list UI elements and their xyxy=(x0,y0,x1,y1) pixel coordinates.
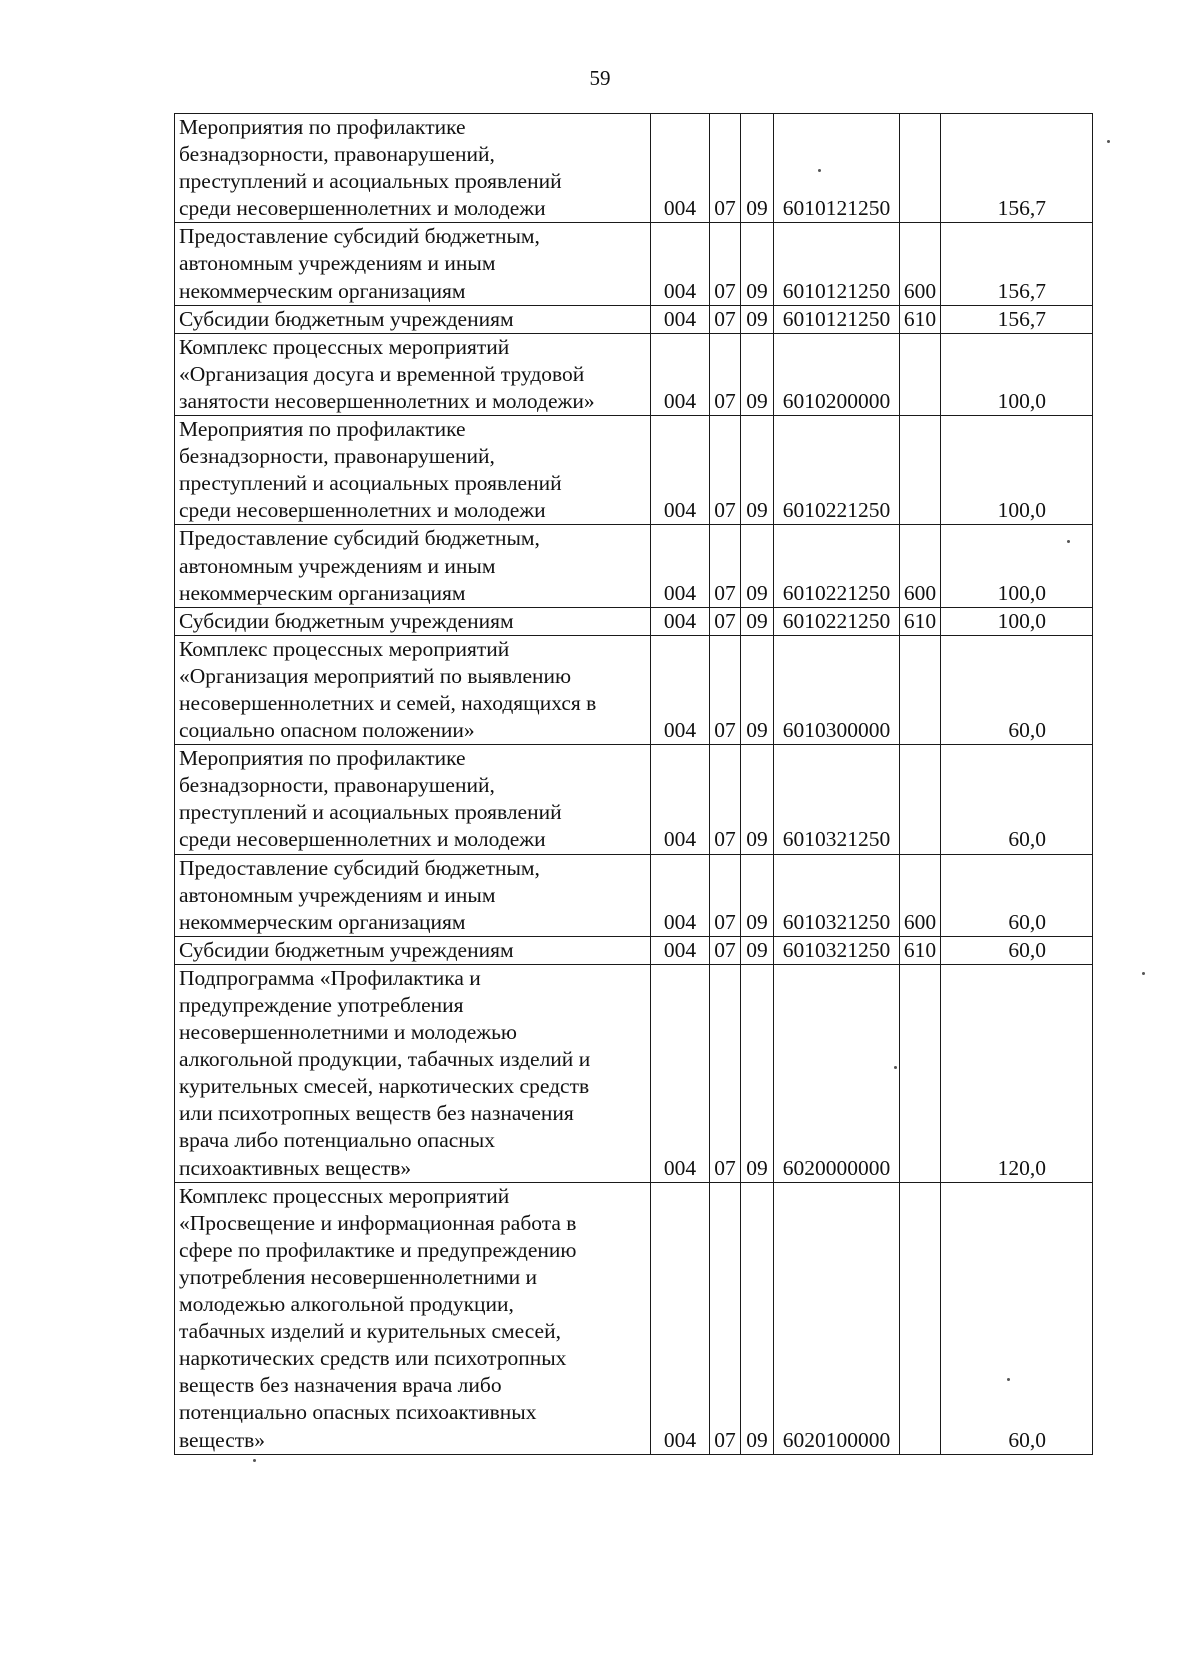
expense-type-cell: 610 xyxy=(900,305,941,333)
scan-speck xyxy=(1067,540,1070,543)
expense-type-cell: 600 xyxy=(900,854,941,936)
row-name-line: преступлений и асоциальных проявлений xyxy=(179,471,562,496)
grbs-code-cell: 004 xyxy=(651,114,710,223)
row-name-line: некоммерческим организациям xyxy=(179,278,466,303)
subsection-code-cell: 09 xyxy=(741,416,774,525)
row-name-cell xyxy=(175,223,651,305)
subsection-code-cell: 09 xyxy=(741,936,774,964)
table-row xyxy=(175,964,1093,1182)
subsection-code-cell: 09 xyxy=(741,223,774,305)
grbs-code-cell: 004 xyxy=(651,223,710,305)
expense-type-cell: 610 xyxy=(900,607,941,635)
amount-cell: 60,0 xyxy=(941,745,1093,854)
row-name-line: Подпрограмма «Профилактика и xyxy=(179,965,481,990)
row-name-line: некоммерческим организациям xyxy=(179,909,466,934)
amount-cell: 60,0 xyxy=(941,936,1093,964)
target-article-cell: 6010121250 xyxy=(774,223,900,305)
target-article-cell: 6010221250 xyxy=(774,607,900,635)
target-article-cell: 6010121250 xyxy=(774,114,900,223)
row-name-line: врача либо потенциально опасных xyxy=(179,1128,495,1153)
target-article-cell: 6010221250 xyxy=(774,525,900,607)
row-name-cell xyxy=(175,525,651,607)
table-row xyxy=(175,333,1093,415)
row-name-line: Субсидии бюджетным учреждениям xyxy=(179,608,514,633)
grbs-code-cell: 004 xyxy=(651,333,710,415)
row-name-line: Комплекс процессных мероприятий xyxy=(179,636,510,661)
row-name-line: преступлений и асоциальных проявлений xyxy=(179,169,562,194)
row-name-line: Субсидии бюджетным учреждениям xyxy=(179,306,514,331)
row-name-cell xyxy=(175,964,651,1182)
section-code-cell: 07 xyxy=(710,1182,741,1454)
subsection-code-cell: 09 xyxy=(741,635,774,744)
target-article-cell: 6010121250 xyxy=(774,305,900,333)
row-name-line: курительных смесей, наркотических средств xyxy=(179,1074,590,1099)
section-code-cell: 07 xyxy=(710,114,741,223)
row-name-cell xyxy=(175,114,651,223)
row-name-line: молодежью алкогольной продукции, xyxy=(179,1292,514,1317)
row-name-line: психоактивных веществ» xyxy=(179,1155,412,1180)
expense-type-cell: 610 xyxy=(900,936,941,964)
row-name-line: среди несовершеннолетних и молодежи xyxy=(179,196,546,221)
target-article-cell: 6020000000 xyxy=(774,964,900,1182)
row-name-line: Комплекс процессных мероприятий xyxy=(179,1183,510,1208)
subsection-code-cell: 09 xyxy=(741,964,774,1182)
amount-cell: 156,7 xyxy=(941,223,1093,305)
page-number: 59 xyxy=(589,66,611,90)
row-name-cell xyxy=(175,635,651,744)
grbs-code-cell: 004 xyxy=(651,936,710,964)
grbs-code-cell: 004 xyxy=(651,1182,710,1454)
row-name-line: употребления несовершеннолетними и xyxy=(179,1264,538,1289)
row-name-line: безнадзорности, правонарушений, xyxy=(179,142,495,167)
amount-cell: 100,0 xyxy=(941,333,1093,415)
table-row xyxy=(175,416,1093,525)
section-code-cell: 07 xyxy=(710,525,741,607)
section-code-cell: 07 xyxy=(710,635,741,744)
row-name-line: преступлений и асоциальных проявлений xyxy=(179,800,562,825)
row-name-line: безнадзорности, правонарушений, xyxy=(179,773,495,798)
row-name-line: или психотропных веществ без назначения xyxy=(179,1101,574,1126)
target-article-cell: 6010300000 xyxy=(774,635,900,744)
grbs-code-cell: 004 xyxy=(651,745,710,854)
expense-type-cell: 600 xyxy=(900,223,941,305)
section-code-cell: 07 xyxy=(710,223,741,305)
row-name-line: безнадзорности, правонарушений, xyxy=(179,444,495,469)
row-name-line: автономным учреждениям и иным xyxy=(179,251,496,276)
row-name-line: автономным учреждениям и иным xyxy=(179,553,496,578)
row-name-cell xyxy=(175,305,651,333)
expense-type-cell xyxy=(900,416,941,525)
subsection-code-cell: 09 xyxy=(741,1182,774,1454)
grbs-code-cell: 004 xyxy=(651,635,710,744)
row-name-line: Субсидии бюджетным учреждениям xyxy=(179,937,514,962)
table-row xyxy=(175,305,1093,333)
table-row xyxy=(175,223,1093,305)
row-name-line: автономным учреждениям и иным xyxy=(179,882,496,907)
row-name-cell xyxy=(175,1182,651,1454)
row-name-line: веществ» xyxy=(179,1427,266,1452)
row-name-line: Предоставление субсидий бюджетным, xyxy=(179,224,540,249)
subsection-code-cell: 09 xyxy=(741,607,774,635)
subsection-code-cell: 09 xyxy=(741,305,774,333)
grbs-code-cell: 004 xyxy=(651,854,710,936)
table-row xyxy=(175,607,1093,635)
row-name-line: алкогольной продукции, табачных изделий и xyxy=(179,1047,591,1072)
section-code-cell: 07 xyxy=(710,936,741,964)
row-name-line: потенциально опасных психоактивных xyxy=(179,1400,537,1425)
target-article-cell: 6010321250 xyxy=(774,745,900,854)
section-code-cell: 07 xyxy=(710,854,741,936)
amount-cell: 60,0 xyxy=(941,854,1093,936)
target-article-cell: 6010221250 xyxy=(774,416,900,525)
row-name-cell xyxy=(175,333,651,415)
row-name-line: Предоставление субсидий бюджетным, xyxy=(179,526,540,551)
expense-type-cell xyxy=(900,1182,941,1454)
subsection-code-cell: 09 xyxy=(741,854,774,936)
row-name-line: Комплекс процессных мероприятий xyxy=(179,334,510,359)
row-name-line: Мероприятия по профилактике xyxy=(179,417,466,442)
row-name-line: сфере по профилактике и предупреждению xyxy=(179,1237,577,1262)
row-name-cell xyxy=(175,416,651,525)
row-name-cell xyxy=(175,607,651,635)
row-name-line: несовершеннолетними и молодежью xyxy=(179,1020,517,1045)
grbs-code-cell: 004 xyxy=(651,964,710,1182)
row-name-cell xyxy=(175,854,651,936)
scan-speck xyxy=(818,169,821,172)
grbs-code-cell: 004 xyxy=(651,525,710,607)
subsection-code-cell: 09 xyxy=(741,525,774,607)
section-code-cell: 07 xyxy=(710,964,741,1182)
scan-speck xyxy=(1142,972,1145,975)
row-name-line: Мероприятия по профилактике xyxy=(179,746,466,771)
budget-table xyxy=(174,113,1093,1455)
amount-cell: 120,0 xyxy=(941,964,1093,1182)
grbs-code-cell: 004 xyxy=(651,305,710,333)
subsection-code-cell: 09 xyxy=(741,745,774,854)
target-article-cell: 6010321250 xyxy=(774,854,900,936)
scan-speck xyxy=(894,1066,897,1069)
row-name-line: социально опасном положении» xyxy=(179,718,475,743)
table-row xyxy=(175,635,1093,744)
row-name-cell xyxy=(175,745,651,854)
row-name-cell xyxy=(175,936,651,964)
expense-type-cell xyxy=(900,964,941,1182)
expense-type-cell xyxy=(900,745,941,854)
amount-cell: 156,7 xyxy=(941,114,1093,223)
scan-speck xyxy=(1007,1378,1010,1381)
row-name-line: «Просвещение и информационная работа в xyxy=(179,1210,577,1235)
amount-cell: 100,0 xyxy=(941,607,1093,635)
row-name-line: веществ без назначения врача либо xyxy=(179,1373,502,1398)
row-name-line: среди несовершеннолетних и молодежи xyxy=(179,827,546,852)
row-name-line: несовершеннолетних и семей, находящихся в xyxy=(179,690,597,715)
amount-cell: 60,0 xyxy=(941,635,1093,744)
scan-speck xyxy=(1107,140,1110,143)
subsection-code-cell: 09 xyxy=(741,114,774,223)
amount-cell: 100,0 xyxy=(941,525,1093,607)
section-code-cell: 07 xyxy=(710,745,741,854)
section-code-cell: 07 xyxy=(710,416,741,525)
row-name-line: табачных изделий и курительных смесей, xyxy=(179,1319,561,1344)
expense-type-cell xyxy=(900,635,941,744)
budget-table-body xyxy=(175,114,1093,1455)
table-row xyxy=(175,854,1093,936)
table-row xyxy=(175,114,1093,223)
table-row xyxy=(175,745,1093,854)
expense-type-cell xyxy=(900,333,941,415)
table-row xyxy=(175,525,1093,607)
row-name-line: Мероприятия по профилактике xyxy=(179,115,466,139)
row-name-line: некоммерческим организациям xyxy=(179,580,466,605)
expense-type-cell xyxy=(900,114,941,223)
row-name-line: среди несовершеннолетних и молодежи xyxy=(179,498,546,523)
section-code-cell: 07 xyxy=(710,305,741,333)
amount-cell: 100,0 xyxy=(941,416,1093,525)
row-name-line: предупреждение употребления xyxy=(179,993,464,1017)
scan-speck xyxy=(253,1459,256,1462)
amount-cell: 60,0 xyxy=(941,1182,1093,1454)
table-row xyxy=(175,1182,1093,1454)
amount-cell: 156,7 xyxy=(941,305,1093,333)
target-article-cell: 6010321250 xyxy=(774,936,900,964)
row-name-line: занятости несовершеннолетних и молодежи» xyxy=(179,388,595,413)
grbs-code-cell: 004 xyxy=(651,607,710,635)
row-name-line: «Организация досуга и временной трудовой xyxy=(179,361,585,386)
row-name-line: Предоставление субсидий бюджетным, xyxy=(179,855,540,880)
table-row xyxy=(175,936,1093,964)
target-article-cell: 6010200000 xyxy=(774,333,900,415)
target-article-cell: 6020100000 xyxy=(774,1182,900,1454)
section-code-cell: 07 xyxy=(710,333,741,415)
section-code-cell: 07 xyxy=(710,607,741,635)
row-name-line: «Организация мероприятий по выявлению xyxy=(179,663,572,688)
expense-type-cell: 600 xyxy=(900,525,941,607)
grbs-code-cell: 004 xyxy=(651,416,710,525)
row-name-line: наркотических средств или психотропных xyxy=(179,1346,567,1371)
subsection-code-cell: 09 xyxy=(741,333,774,415)
